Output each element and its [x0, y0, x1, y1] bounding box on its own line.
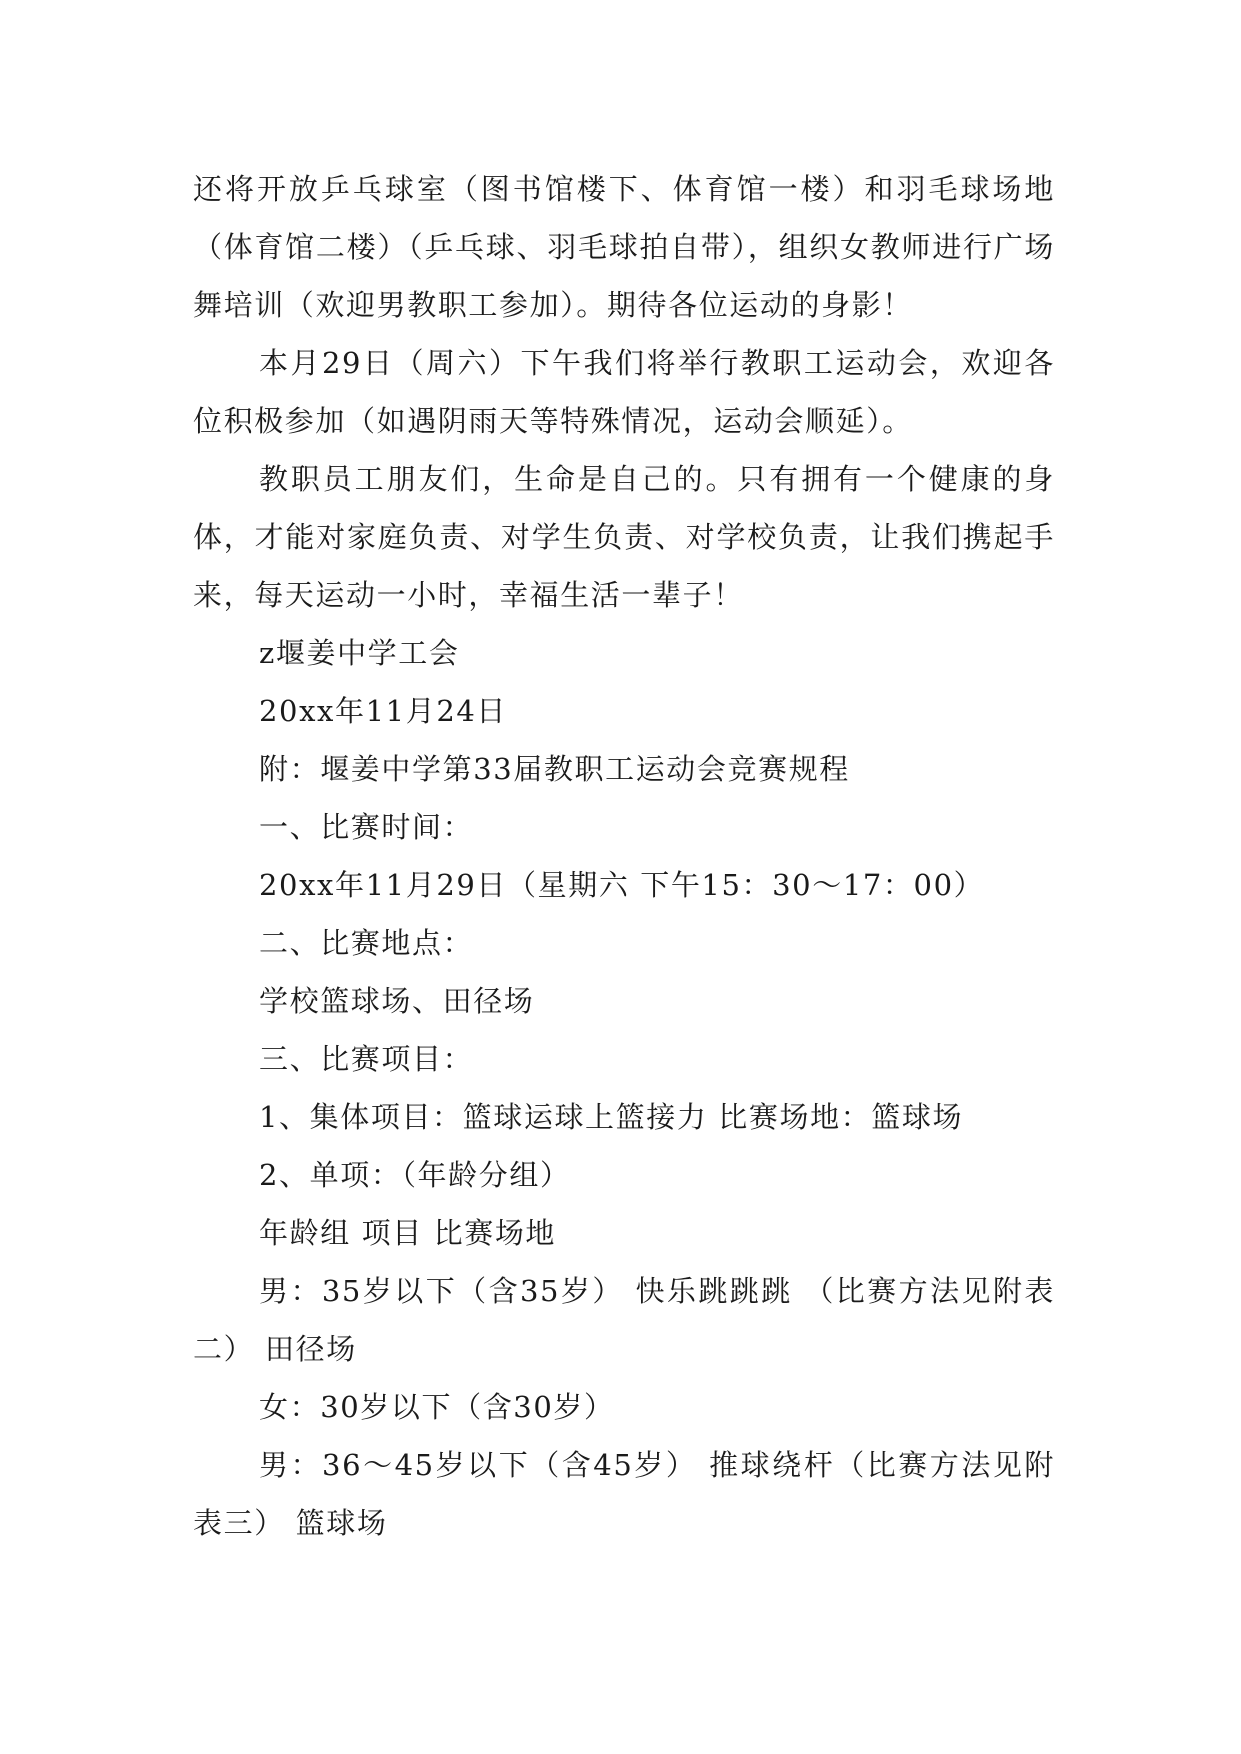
- section-heading-time: 一、比赛时间：: [259, 810, 474, 844]
- appendix-title: 附：堰姜中学第33届教职工运动会竞赛规程: [259, 752, 850, 786]
- event-table-header: 年龄组 项目 比赛场地: [259, 1216, 557, 1250]
- section-body-location: 学校篮球场、田径场: [259, 984, 535, 1018]
- section-heading-location: 二、比赛地点：: [259, 926, 474, 960]
- document-body: [193, 160, 1055, 1552]
- section-heading-events: 三、比赛项目：: [259, 1042, 474, 1076]
- section-body-time: 20xx年11月29日（星期六 下午15：30～17：00）: [259, 868, 985, 902]
- event-item-individual: 2、单项：（年龄分组）: [259, 1158, 571, 1192]
- signature-date: 20xx年11月24日: [259, 694, 508, 728]
- event-row-male-35: 男：35岁以下（含35岁） 快乐跳跳跳 （比赛方法见附表二） 田径场: [193, 1274, 1055, 1366]
- paragraph-sports-meet-notice: 本月29日（周六）下午我们将举行教职工运动会，欢迎各位积极参加（如遇阴雨天等特殊情况，运动会顺延）。: [193, 346, 1055, 438]
- event-row-female-30: 女：30岁以下（含30岁）: [259, 1390, 615, 1424]
- paragraph-facilities: 还将开放乒乓球室（图书馆楼下、体育馆一楼）和羽毛球场地（体育馆二楼）（乒乓球、羽毛球拍自带），组织女教师进行广场舞培训（欢迎男教职工参加）。期待各位运动的身影！: [193, 172, 1055, 322]
- paragraph-health-appeal: 教职员工朋友们，生命是自己的。只有拥有一个健康的身体，才能对家庭负责、对学生负责、对学校负责，让我们携起手来，每天运动一小时，幸福生活一辈子！: [193, 462, 1055, 612]
- event-item-team: 1、集体项目：篮球运球上篮接力 比赛场地：篮球场: [259, 1100, 964, 1134]
- event-row-male-36-45: 男：36～45岁以下（含45岁） 推球绕杆（比赛方法见附表三） 篮球场: [193, 1448, 1055, 1540]
- signature-organization: z堰姜中学工会: [259, 636, 460, 670]
